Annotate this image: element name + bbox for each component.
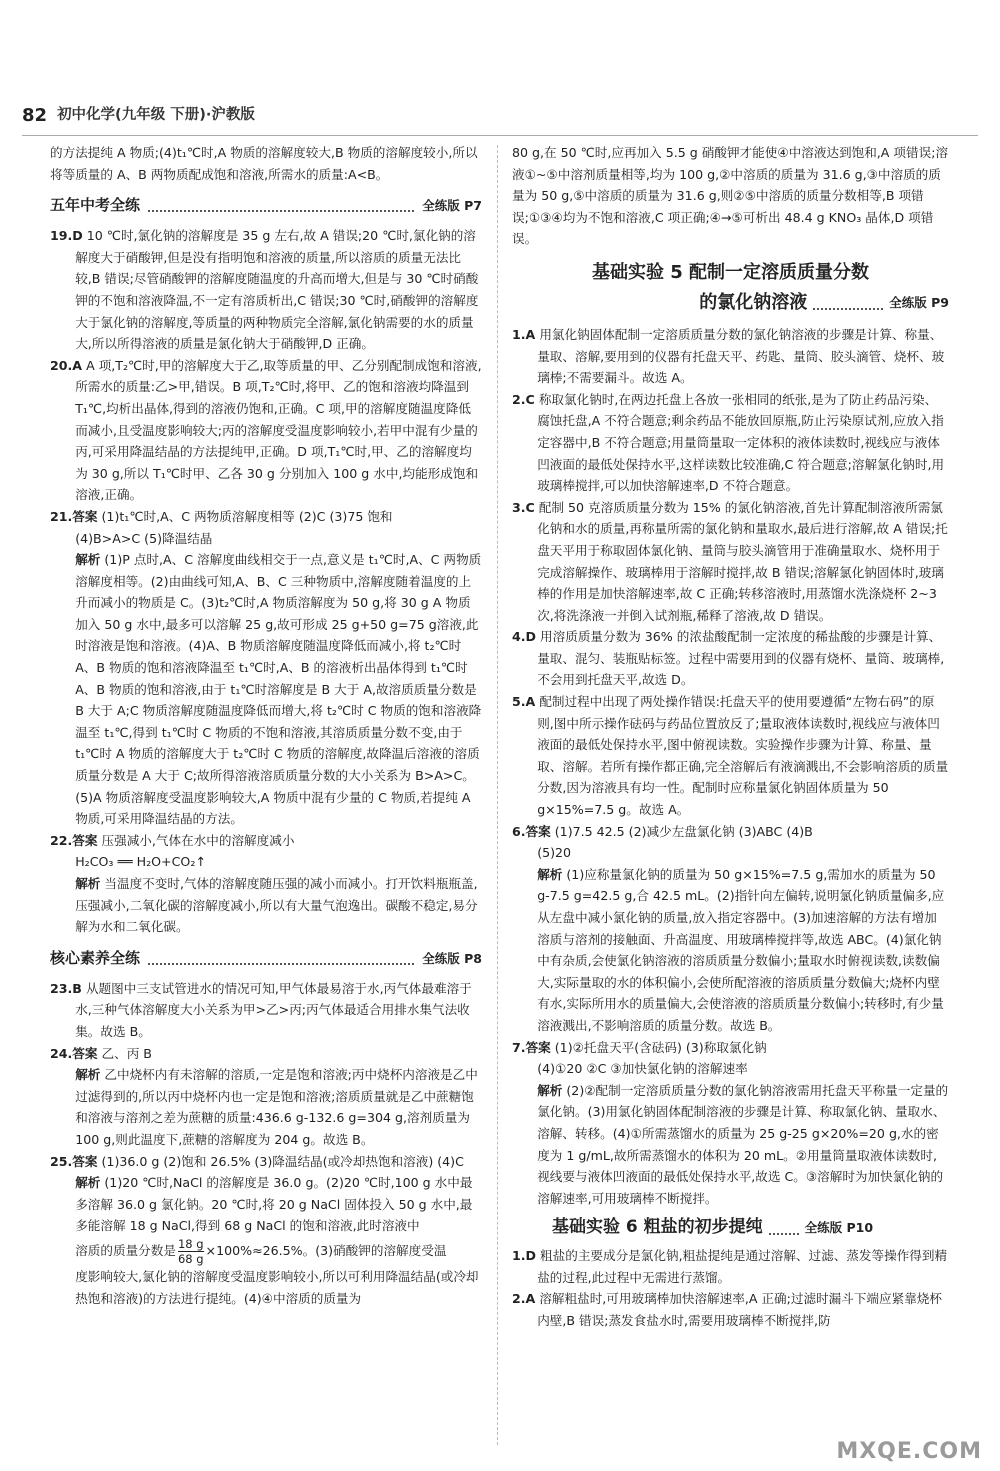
fraction-numerator: 18 g (177, 1236, 204, 1251)
answer-23: 23.B 从题图中三支试管进水的情况可知,甲气体最易溶于水,丙气体最难溶于水,三种气体溶解度大小关系为甲>乙>丙;丙气体最适合用排水集气法收集。故选 B。 (50, 980, 472, 1039)
explanation-25: 解析 (1)20 ℃时,NaCl 的溶解度是 36.0 g。(2)20 ℃时,100 g 水中最多溶解 36.0 g 氯化钠。20 ℃时,将 20 g NaCl 固体投入 50 g 水中,最多能溶解 18 g NaCl,得到 68 g NaCl 的饱和溶液,此时溶液中 (75, 1175, 473, 1234)
explanation-25-cont: 度影响较大,氯化钠的溶解度受温度影响较小,所以可利用降温结晶(或冷却热饱和溶液)的方法进行提纯。(4)④中溶质的质量为 (75, 1268, 479, 1306)
equation-22: H₂CO₃ ══ H₂O+CO₂↑ (75, 854, 206, 870)
page-number: 82 (22, 105, 48, 127)
lab5-answer-7: 7.答案 (1)②托盘天平(含砝码) (3)称取氯化钠 (512, 1039, 767, 1055)
left-column (50, 142, 482, 1309)
section-header-five-year: 五年中考全练 全练版 P7 (50, 196, 482, 215)
lab5-explanation-7: 解析 (2)②配制一定溶质质量分数的氯化钠溶液需用托盘天平称量一定量的氯化钠。(3)用氯化钠固体配制溶液的步骤是计算、称取氯化钠、量取水、溶解、转移。(4)①所需蒸馏水的质量为 25 g-25 g×20%=20 g,水的密度为 1 g/mL,故所需蒸馏水的体积为 20 mL。②用量筒量取液体读数时,视线要与液体凹液面的最低处保持水平,故选 C。③溶解时为加快氯化钠的溶解速率,可用玻璃棒不断搅拌。 (537, 1082, 949, 1206)
section-header-core: 核心素养全练 全练版 P8 (50, 948, 482, 967)
lab6-answer-1: 1.D 粗盐的主要成分是氯化钠,粗盐提纯是通过溶解、过滤、蒸发等操作得到精盐的过程,此过程中无需进行蒸馏。 (512, 1247, 948, 1285)
lab5-answer-6-cont: (5)20 (537, 845, 572, 861)
intro-text: 的方法提纯 A 物质;(4)t₁℃时,A 物质的溶解度较大,B 物质的溶解度较小,所以将等质量的 A、B 两物质配成饱和溶液,所需水的质量:A<B。 (50, 145, 478, 182)
continued-text: 80 g,在 50 ℃时,应再加入 5.5 g 硝酸钾才能使④中溶液达到饱和,A 项错误;溶液①~⑤中溶剂质量相等,均为 100 g,②中溶质的质量为 31.6 g,③中溶质的质量为 50 g,⑤中溶质的质量为 31.6 g,则②⑤中溶质的质量分数相等,B 项错误;①③④均为不饱和溶液,C 项正确;④→⑤可析出 48.4 g KNO₃ 晶体,D 项错误。 (512, 145, 949, 247)
column-divider (497, 145, 498, 1445)
header-rule (22, 135, 978, 136)
answer-21-cont: (4)B>A>C (5)降温结晶 (75, 530, 213, 546)
lab5-answer-4: 4.D 用溶质质量分数为 36% 的浓盐酸配制一定浓度的稀盐酸的步骤是计算、量取、混匀、装瓶贴标签。过程中需要用到的仪器有烧杯、量筒、玻璃棒,不会用到托盘天平,故选 D。 (512, 629, 945, 688)
leader-dots (148, 953, 414, 965)
lab5-answer-2: 2.C 称取氯化钠时,在两边托盘上各放一张相同的纸张,是为了防止药品污染、腐蚀托盘,A 不符合题意;剩余药品不能放回原瓶,防止污染原试剂,应放入指定容器中,B 不符合题意;用量筒量取一定体积的液体读数时,视线应与液体凹液面的最低处保持水平,这样读数比较准确,C 符合题意;溶解氯化钠时,用玻璃棒搅拌,可以加快溶解速率,D 不符合题意。 (512, 391, 945, 494)
fraction-denominator: 68 g (177, 1251, 204, 1266)
lab6-answer-2: 2.A 溶解粗盐时,可用玻璃棒加快溶解速率,A 正确;过滤时漏斗下端应紧靠烧杯内壁,B 错误;蒸发食盐水时,需要用玻璃棒不断搅拌,防 (512, 1291, 942, 1328)
answer-20: 20.A A 项,T₂℃时,甲的溶解度大于乙,取等质量的甲、乙分别配制成饱和溶液,所需水的质量:乙>甲,错误。B 项,T₂℃时,将甲、乙的饱和溶液均降温到 T₁℃,均析出晶体,得到的溶液仍饱和,正确。C 项,甲的溶解度随温度降低而减小,且受温度影响较大;丙的溶解度受温度影响较小,若甲中混有少量的丙,可采用降温结晶的方法提纯甲,正确。D 项,T₁℃时,甲、乙的溶解度均为 30 g,所以 T₁℃时甲、乙各 30 g 分别加入 100 g 水中,均能形成饱和溶液,正确。 (50, 357, 482, 503)
book-title: 初中化学(九年级 下册)·沪教版 (57, 107, 255, 124)
explanation-21: 解析 (1)P 点时,A、C 溶解度曲线相交于一点,意义是 t₁℃时,A、C 两物质溶解度相等。(2)由曲线可知,A、B、C 三种物质中,溶解度随着温度的上升而减小的物质是 C。(3)t₂℃时,A 物质溶解度为 50 g,将 30 g A 物质加入 50 g 水中,最多可以溶解 25 g,故可形成 25 g+50 g=75 g溶液,此时溶液是饱和溶液。(4)A、B 物质溶解度随温度降低而减小,将 t₂℃时 A、B 物质的饱和溶液降温至 t₁℃时,A、B 的溶液析出晶体得到 t₁℃时 A、B 物质的饱和溶液,由于 t₁℃时溶解度是 B 大于 A,故溶质质量分数是 B 大于 A;C 物质溶解度随温度降低而增大,将 t₂℃时 C 物质的饱和溶液降温至 t₁℃,得到 t₁℃时 C 物质的不饱和溶液,其溶质质量分数不变,由于 t₁℃时 A 物质的溶解度大于 t₂℃时 C 物质的溶解度,故降温后溶液的溶质质量分数是 A 大于 C;故所得溶液溶质质量分数的大小关系为 B>A>C。(5)A 物质溶解度受温度影响较大,A 物质中混有少量的 C 物质,若提纯 A 物质,可采用降温结晶的方法。 (75, 552, 482, 827)
lab5-answer-3: 3.C 配制 50 克溶质质量分数为 15% 的氯化钠溶液,首先计算配制溶液所需氯化钠和水的质量,再称量所需的氯化钠和量取水,最后进行溶解,故 A 错误;托盘天平用于称取固体氯化钠、量筒与胶头滴管用于准确量取水、烧杯用于完成溶解操作、玻璃棒用于溶解时搅拌,故 B 错误;溶解氯化钠固体时,玻璃棒的作用是加快溶解速率,故 C 正确;转移溶液时,用蒸馏水洗涤烧杯 2~3 次,将洗涤液一并倒入试剂瓶,稀释了溶液,故 D 错误。 (512, 499, 948, 623)
lab5-answer-7-cont: (4)①20 ②C ③加快氯化钠的溶解速率 (537, 1061, 748, 1077)
lab5-answer-6: 6.答案 (1)7.5 42.5 (2)减少左盘氯化钠 (3)ABC (4)B (512, 823, 813, 839)
lab5-answer-5: 5.A 配制过程中出现了两处操作错误:托盘天平的使用要遵循“左物右码”的原则,图中所示操作砝码与药品位置放反了;量取液体读数时,视线应与液体凹液面的最低处保持水平,图中俯视读数。实验操作步骤为计算、称量、量取、溶解。若所有操作都正确,完全溶解后有液滴溅出,不会影响溶质的质量分数,因为溶液具有均一性。配制时应称量氯化钠固体质量为 50 g×15%=7.5 g。故选 A。 (512, 694, 949, 818)
lab5-answer-1: 1.A 用氯化钠固体配制一定溶质质量分数的氯化钠溶液的步骤是计算、称量、量取、溶解,要用到的仪器有托盘天平、药匙、量筒、胶头滴管、烧杯、玻璃棒;不需要漏斗。故选 A。 (512, 326, 945, 386)
answer-19: 19.D 10 ℃时,氯化钠的溶解度是 35 g 左右,故 A 错误;20 ℃时,氯化钠的溶解度大于硝酸钾,但是没有指明饱和溶液的质量,所以溶质的质量无法比较,B 错误;尽管硝酸钾的溶解度随温度的升高而增大,但是与 30 ℃时硝酸钾的不饱和溶液降温,不一定有溶质析出,C 错误;30 ℃时,硝酸钾的溶解度大于氯化钠的溶解度,等质量的两种物质完全溶解,氯化钠需要的水的质量大,所以所得溶液的质量是氯化钠大于硝酸钾,D 正确。 (50, 228, 479, 352)
explanation-22: 解析 当温度不变时,气体的溶解度随压强的减小而减小。打开饮料瓶瓶盖,压强减小,二氧化碳的溶解度减小,所以有大量气泡逸出。碳酸不稳定,易分解为水和二氧化碳。 (75, 876, 478, 935)
lab5-explanation-6: 解析 (1)应称量氯化钠的质量为 50 g×15%=7.5 g,需加水的质量为 50 g-7.5 g=42.5 g,合 42.5 mL。(2)指针向左偏转,说明氯化钠质量偏多,应从左盘中减小氯化钠的质量,放入指定容器中。(3)加速溶解的方法有增加溶质与溶剂的接触面、升高温度、用玻璃棒搅拌等,故选 ABC。(4)氯化钠中有杂质,会使氯化钠溶液的溶质质量分数偏小;量取水时俯视读数,读数偏大,实际量取的水的体积偏小,会使所配溶液的溶质质量分数偏大;烧杯内壁有水,实际所用水的质量偏大,会使溶液的溶质质量分数偏小;转移时,有少量溶液溅出,不影响溶质的质量分数。故选 B。 (537, 866, 945, 1033)
leader-dots (148, 200, 414, 212)
leader-dots (813, 296, 883, 310)
leader-dots (769, 1221, 799, 1235)
page-header (22, 100, 255, 132)
answer-21: 21.答案 (1)t₁℃时,A、C 两物质溶解度相等 (2)C (3)75 饱和 (50, 508, 393, 524)
answer-25: 25.答案 (1)36.0 g (2)饱和 26.5% (3)降温结晶(或冷却热饱和溶液) (4)C (50, 1153, 464, 1169)
answer-22: 22.答案 压强减小,气体在水中的溶解度减小 (50, 832, 295, 848)
lab6-title: 基础实验 6 粗盐的初步提纯 全练版 P10 (552, 1217, 874, 1238)
right-column (512, 142, 949, 1331)
watermark: MXQE.COM (836, 1439, 982, 1465)
answer-24: 24.答案 乙、丙 B (50, 1045, 152, 1061)
lab5-title: 基础实验 5 配制一定溶质质量分数 的氯化钠溶液 全练版 P9 (591, 261, 949, 313)
fraction-line: 溶质的质量分数是 $\frac{18 g}{68 g}$ ×100%≈26.5%。(3)硝酸钾的溶解度受温 (75, 1236, 447, 1266)
explanation-24: 解析 乙中烧杯内有未溶解的溶质,一定是饱和溶液;丙中烧杯内溶液是乙中过滤得到的,所以丙中烧杯内也一定是饱和溶液;溶质质量就是乙中蔗糖饱和溶液与溶剂之差为蔗糖的质量:436.6 g-132.6 g=304 g,溶剂质量为 100 g,则此温度下,蔗糖的溶解度为 204 g。故选 B。 (75, 1067, 478, 1147)
